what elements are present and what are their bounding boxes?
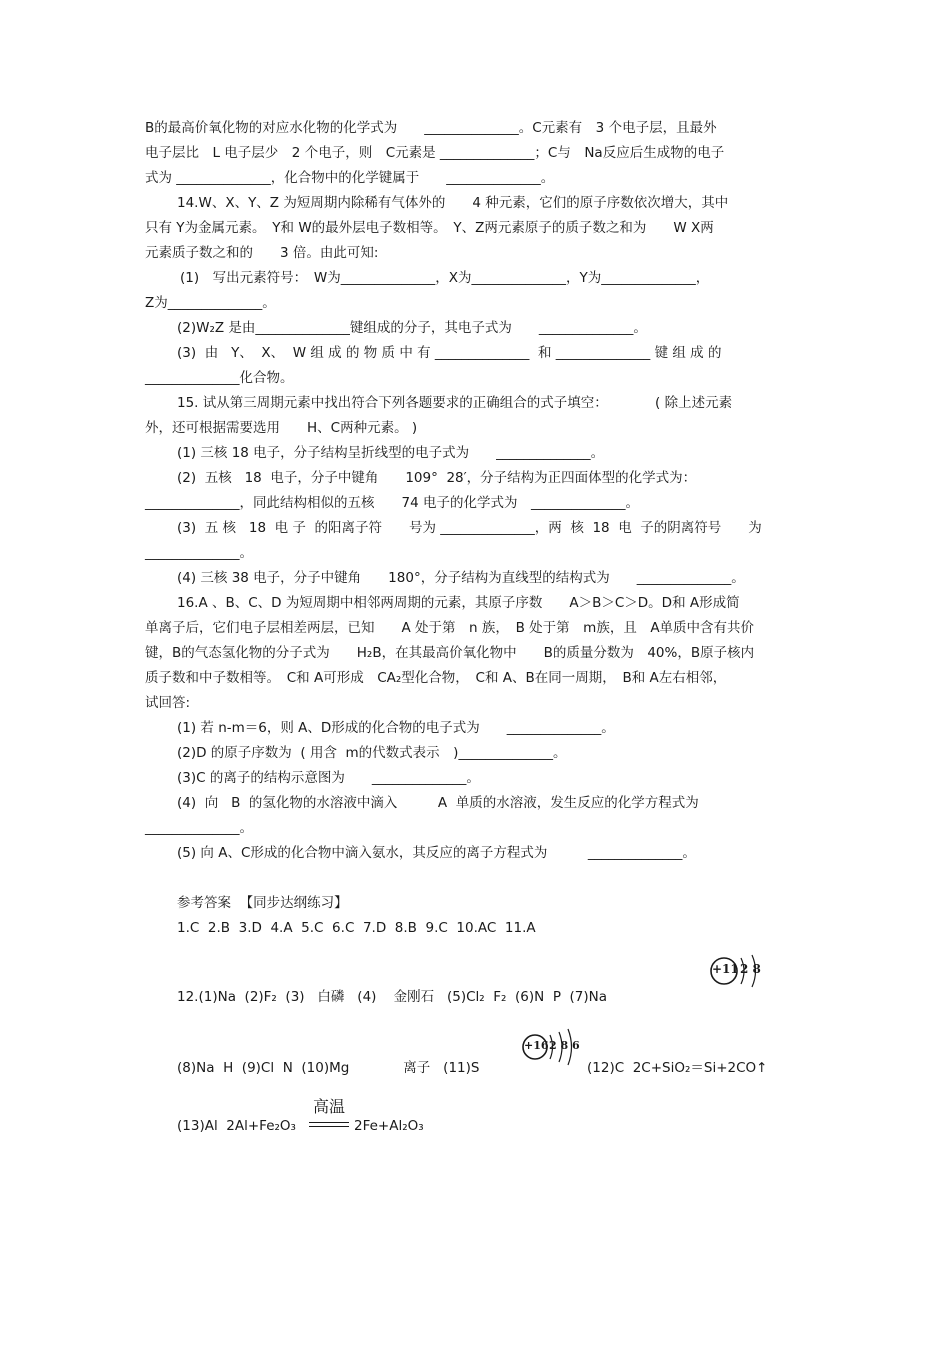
text-line: 电子层比 L 电子层少 2 个电子，则 C元素是 ______________；C与 Na反应后生成物的电子 xyxy=(145,145,725,161)
text-line: (3)C 的离子的结构示意图为 ______________。 xyxy=(177,770,480,786)
text-line: (3) 五 核 18 电 子 的阳离子符 号为 ______________，两 核 18 电 子的阴离符号 为 xyxy=(177,520,762,536)
text-line: (4) 三核 38 电子，分子中键角 180°，分子结构为直线型的结构式为 ______________。 xyxy=(177,570,745,586)
sodium-nucleus-label: +11 xyxy=(712,962,739,976)
answer-line: (13)Al 2Al+Fe₂O₃ xyxy=(177,1118,296,1134)
text-line: ______________。 xyxy=(145,820,253,836)
text-line: (2)W₂Z 是由______________键组成的分子，其电子式为 ______________。 xyxy=(177,320,647,336)
text-line: (3) 由 Y、 X、 W 组 成 的 物 质 中 有 ______________ 和 ______________ 键 组 成 的 xyxy=(177,345,722,361)
answer-line: 1.C 2.B 3.D 4.A 5.C 6.C 7.D 8.B 9.C 10.AC 11.A xyxy=(177,920,536,936)
text-line: (1) 若 n-m＝6，则 A、D形成的化合物的电子式为 ______________。 xyxy=(177,720,615,736)
text-line: 只有 Y为金属元素。 Y和 W的最外层电子数相等。 Y、Z两元素原子的质子数之和为 W X两 xyxy=(145,220,714,236)
answer-line: (8)Na H (9)Cl N (10)Mg 离子 (11)S xyxy=(177,1060,480,1076)
text-line: (1) 写出元素符号： W为______________，X为______________，Y为______________， xyxy=(180,270,710,286)
text-line: 式为 ______________，化合物中的化学键属于 ______________。 xyxy=(145,170,555,186)
text-line: 16.A 、B、C、D 为短周期中相邻两周期的元素，其原子序数 A＞B＞C＞D。D和 A形成简 xyxy=(177,595,740,611)
text-line: 15. 试从第三周期元素中找出符合下列各题要求的正确组合的式子填空： ( 除上述元素 xyxy=(177,395,733,411)
answer-line: (12)C 2C+SiO₂＝Si+2CO↑ xyxy=(587,1060,768,1076)
equals-sign xyxy=(309,1122,349,1127)
text-line: (2) 五核 18 电子，分子中键角 109° 28′，分子结构为正四面体型的化学式为： xyxy=(177,470,697,486)
answer-line: 12.(1)Na (2)F₂ (3) 白磷 (4) 金刚石 (5)Cl₂ F₂ (6)N P (7)Na xyxy=(177,989,608,1005)
text-line: ______________。 xyxy=(145,545,253,561)
text-line: 质子数和中子数相等。 C和 A可形成 CA₂型化合物， C和 A、B在同一周期， B和 A左右相邻， xyxy=(145,670,727,686)
text-line: 外，还可根据需要选用 H、C两种元素。 ) xyxy=(145,420,418,436)
sulfur-shell-label: 2 8 6 xyxy=(549,1039,580,1052)
text-line: 试回答: xyxy=(145,695,191,711)
text-line: (5) 向 A、C形成的化合物中滴入氨水，其反应的离子方程式为 ______________。 xyxy=(177,845,696,861)
text-line: ______________化合物。 xyxy=(145,370,294,386)
text-line: (2)D 的原子序数为 ( 用含 m的代数式表示 )______________。 xyxy=(177,745,567,761)
reaction-condition: 高温 xyxy=(313,1097,346,1116)
sodium-shell-label: 2 8 xyxy=(740,962,761,976)
text-line: (1) 三核 18 电子，分子结构呈折线型的电子式为 ______________。 xyxy=(177,445,605,461)
text-line: 14.W、X、Y、Z 为短周期内除稀有气体外的 4 种元素，它们的原子序数依次增大，其中 xyxy=(177,195,729,211)
text-line: 单离子后，它们电子层相差两层，已知 A 处于第 n 族， B 处于第 m族，且 A单质中含有共价 xyxy=(145,620,755,636)
sulfur-nucleus-label: +16 xyxy=(524,1039,549,1052)
text-line: 键，B的气态氢化物的分子式为 H₂B，在其最高价氧化物中 B的质量分数为 40%，B原子核内 xyxy=(145,645,755,661)
sodium-atom-diagram xyxy=(708,950,768,996)
text-line: Z为______________。 xyxy=(145,295,276,311)
answer-line: 2Fe+Al₂O₃ xyxy=(354,1118,424,1134)
sulfur-atom-diagram xyxy=(520,1026,584,1072)
text-line: B的最高价氧化物的对应水化物的化学式为 ______________。C元素有 3 个电子层，且最外 xyxy=(145,120,717,136)
answer-heading: 参考答案 【同步达纲练习】 xyxy=(177,895,348,911)
text-line: (4) 向 B 的氢化物的水溶液中滴入 A 单质的水溶液，发生反应的化学方程式为 xyxy=(177,795,699,811)
text-line: 元素质子数之和的 3 倍。由此可知: xyxy=(145,245,379,261)
text-line: ______________，同此结构相似的五核 74 电子的化学式为 ______________。 xyxy=(145,495,639,511)
